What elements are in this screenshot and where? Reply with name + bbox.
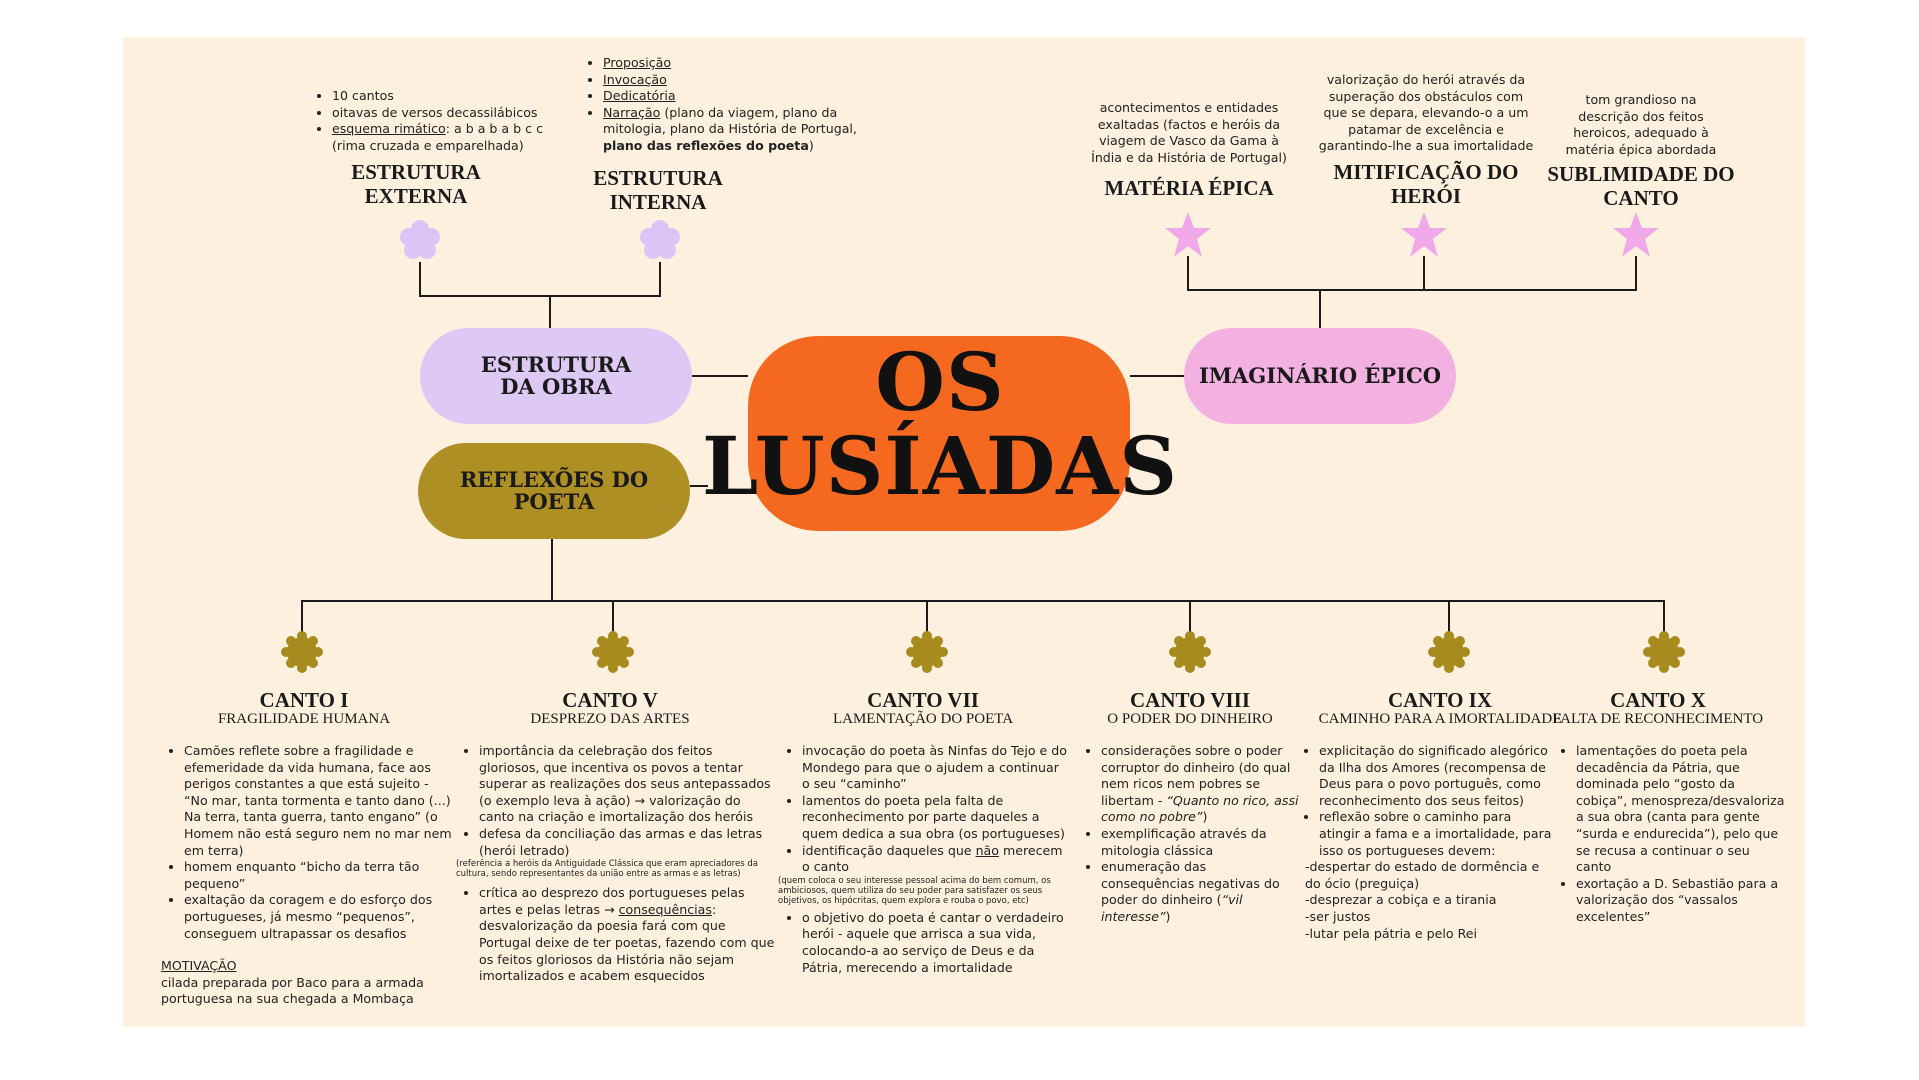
list-item: • Dedicatória [603, 88, 879, 105]
canto-1-body [170, 743, 452, 942]
flower-icon [637, 217, 683, 263]
materia-epica-title: MATÉRIA ÉPICA [1104, 176, 1274, 200]
canto-10-body [1562, 743, 1788, 926]
list-item: • exemplificação através da mitologia clássica [1101, 826, 1303, 859]
canto-7-title: CANTO VII [867, 688, 979, 712]
motivacao-label: MOTIVAÇÃO [161, 958, 237, 973]
estrutura-externa-title: ESTRUTURA EXTERNA [351, 160, 481, 208]
canto-1-title: CANTO I [259, 688, 349, 712]
list-item: -despertar do estado de dormência e do ócio (preguiça) [1305, 859, 1540, 891]
canto-9-title: CANTO IX [1387, 688, 1493, 712]
list-item: -ser justos [1305, 908, 1371, 924]
node-imaginario-epico [1184, 328, 1456, 424]
flower-icon [397, 217, 443, 263]
motivacao-text: cilada preparada por Baco para a armada portuguesa na sua chegada a Mombaça [161, 974, 424, 1007]
gear-icon [904, 629, 950, 675]
list-item: • exaltação da coragem e do esforço dos portugueses, já mesmo “pequenos”, conseguem ultrapassar os desafios [184, 892, 452, 942]
canto-7-body [778, 743, 1068, 976]
canto-7-note: (quem coloca o seu interesse pessoal acima do bem comum, os ambiciosos, quem utiliza do seu poder para satisfazer os seus objetivos, os hipócritas, quem explora e rouba o povo, etc) [778, 875, 1051, 906]
main-title [700, 335, 1180, 513]
list-item: • lamentações do poeta pela decadência da Pátria, que dominada pelo “gosto da cobiça”, menospreza/desvaloriza a sua obra (canta para gente “surda e endurecida”), pelo que se recusa a continuar o seu canto [1576, 743, 1788, 876]
gear-icon [1167, 629, 1213, 675]
list-item [332, 121, 568, 154]
esquema-rimatico-text: : a b a b a b c c [445, 121, 544, 137]
mitificacao-text: valorização do herói através da superação dos obstáculos com que se depara, elevando-o a um patamar de excelência e garantindo-lhe a sua imortalidade [1318, 72, 1534, 154]
list-item: • homem enquanto “bicho da terra tão pequeno” [184, 859, 452, 892]
list-item: • identificação daqueles que não merecem o canto [802, 843, 1068, 876]
canto-9-subtitle: CAMINHO PARA A IMORTALIDADE [1318, 711, 1562, 727]
gear-icon [590, 629, 636, 675]
canto-5-title: CANTO V [562, 688, 658, 712]
gear-icon [1426, 629, 1472, 675]
canto-10-subtitle: FALTA DE RECONHECIMENTO [1552, 711, 1764, 727]
list-item: • explicitação do significado alegórico da Ilha dos Amores (recompensa de Deus para o povo português, como reconhecimento dos seus feitos) [1319, 743, 1553, 809]
list-item: • importância da celebração dos feitos gloriosos, que incentiva os povos a tentar superar as realizações dos seus antepassados (o exemplo leva à ação) → valorização do canto na criação e imortalização dos heróis [479, 743, 775, 826]
mitificacao-title: MITIFICAÇÃO DO HERÓI [1333, 160, 1519, 208]
list-item: • Camões reflete sobre a fragilidade e efemeridade da vida humana, face aos perigos constantes a que está sujeito - “No mar, tanta tormenta e tanto dano (...) Na terra, tanta guerra, tanto engano” (o Homem não está seguro nem no mar nem em terra) [184, 743, 452, 859]
estrutura-interna-title: ESTRUTURA INTERNA [593, 166, 723, 214]
sublimidade-text: tom grandioso na descrição dos feitos heroicos, adequado à matéria épica abordada [1565, 92, 1717, 157]
title-line-1: OS [875, 335, 1005, 429]
gear-icon [1641, 629, 1687, 675]
node-estrutura-line1: ESTRUTURA [480, 351, 632, 377]
list-item: • 10 cantos [332, 88, 568, 105]
canto-1-subtitle: FRAGILIDADE HUMANA [217, 711, 391, 727]
estrutura-externa-list [318, 88, 568, 154]
list-item: • considerações sobre o poder corruptor do dinheiro (do qual nem ricos nem pobres se libertam - “Quanto no rico, assi como no pobre”) [1101, 743, 1303, 826]
list-item: • crítica ao desprezo dos portugueses pelas artes e pelas letras → consequências: desvalorização da poesia fará com que Portugal deixe de ter poetas, fazendo com que os feitos gloriosos da História não sejam imortalizados e acabem esquecidos [479, 885, 775, 985]
canto-10-title: CANTO X [1610, 688, 1706, 712]
canto-8-body [1087, 743, 1303, 926]
node-estrutura-da-obra [420, 328, 692, 424]
title-line-2: LUSÍADAS [701, 419, 1179, 513]
node-reflexoes-line1: REFLEXÕES DO [459, 466, 649, 492]
esquema-rimatico-note: (rima cruzada e emparelhada) [332, 137, 524, 153]
list-item: • reflexão sobre o caminho para atingir a fama e a imortalidade, para isso os portugueses devem: [1319, 809, 1553, 859]
list-item: -lutar pela pátria e pelo Rei [1305, 925, 1478, 941]
materia-epica-text: acontecimentos e entidades exaltadas (factos e heróis da viagem de Vasco da Gama à Índia e da História de Portugal) [1091, 100, 1287, 165]
star-icon [1163, 211, 1213, 261]
list-item: • Invocação [603, 72, 879, 89]
list-item: • enumeração das consequências negativas do poder do dinheiro (“vil interesse”) [1101, 859, 1303, 925]
canto-8-subtitle: O PODER DO DINHEIRO [1107, 711, 1273, 727]
node-reflexoes-line2: POETA [513, 489, 595, 514]
list-item: • o objetivo do poeta é cantar o verdadeiro herói - aquele que arrisca a sua vida, colocando-a ao serviço de Deus e da Pátria, merecendo a imortalidade [802, 910, 1068, 976]
list-item: • defesa da conciliação das armas e das letras (herói letrado) [479, 826, 775, 859]
canto-7-subtitle: LAMENTAÇÃO DO POETA [832, 711, 1014, 727]
node-reflexoes-do-poeta [418, 443, 690, 539]
canto-5-subtitle: DESPREZO DAS ARTES [530, 711, 690, 727]
list-item: -desprezar a cobiça e a tirania [1305, 892, 1497, 908]
node-estrutura-line2: DA OBRA [500, 374, 612, 399]
canto-5-body [456, 743, 775, 985]
list-item: • invocação do poeta às Ninfas do Tejo e do Mondego para que o ajudem a continuar o seu “caminho” [802, 743, 1068, 793]
canto-9-body [1305, 743, 1553, 942]
canto-1-motivacao [161, 958, 441, 1008]
esquema-rimatico-label: esquema rimático [332, 121, 446, 137]
estrutura-interna-list [589, 55, 879, 155]
list-item: • Proposição [603, 55, 879, 72]
sublimidade-title: SUBLIMIDADE DO CANTO [1547, 162, 1735, 210]
gear-icon [279, 629, 325, 675]
star-icon [1399, 211, 1449, 261]
list-item: • oitavas de versos decassilábicos [332, 105, 568, 122]
canto-8-title: CANTO VIII [1129, 688, 1250, 712]
list-item: • Narração (plano da viagem, plano da mitologia, plano da História de Portugal, plano das reflexões do poeta) [603, 105, 879, 155]
list-item: • lamentos do poeta pela falta de reconhecimento por parte daqueles a quem dedica a sua obra (os portugueses) [802, 793, 1068, 843]
list-item: • exortação a D. Sebastião para a valorização dos “vassalos excelentes” [1576, 876, 1788, 926]
star-icon [1611, 211, 1661, 261]
node-imaginario-label: IMAGINÁRIO ÉPICO [1198, 362, 1442, 388]
canto-5-note: (referência a heróis da Antiguidade Clássica que eram apreciadores da cultura, sendo representantes da união entre as armas e as letras) [456, 859, 758, 880]
